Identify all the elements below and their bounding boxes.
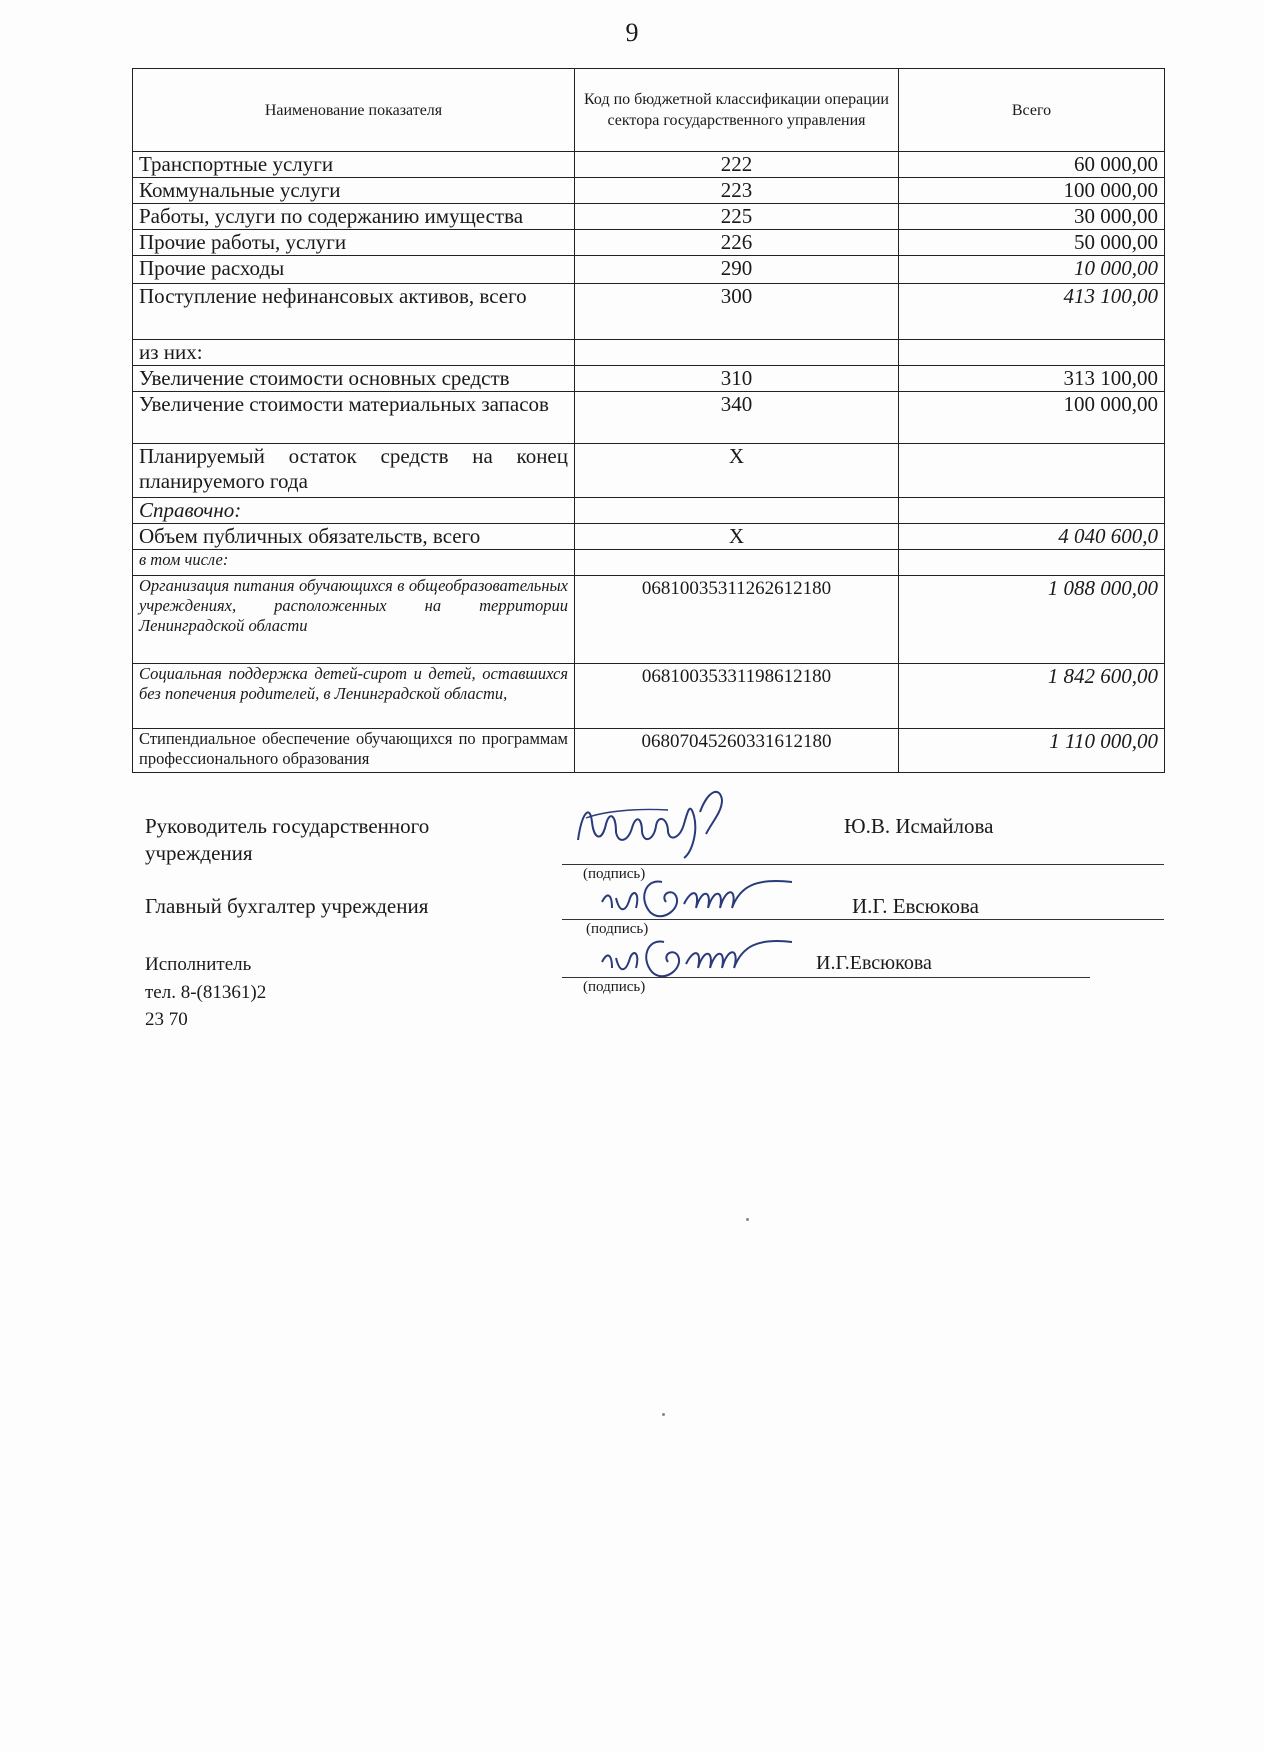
table-row: [133, 366, 1165, 392]
row-total: 1 110 000,00: [899, 729, 1165, 773]
table-row: [133, 550, 1165, 576]
row-code: 06807045260331612180: [575, 729, 899, 773]
table-row: [133, 256, 1165, 284]
page-number: 9: [625, 18, 639, 47]
row-code: 225: [575, 204, 899, 230]
row-code: [575, 498, 899, 524]
row-code: 06810035331198612180: [575, 664, 899, 729]
row-code: 06810035311262612180: [575, 576, 899, 664]
row-name: Прочие работы, услуги: [133, 230, 575, 256]
executor-signature-caption: (подпись): [583, 979, 646, 995]
table-row: [133, 392, 1165, 444]
row-total: 100 000,00: [899, 178, 1165, 204]
row-code: 226: [575, 230, 899, 256]
row-code: [575, 550, 899, 576]
table-row: [133, 729, 1165, 773]
accountant-signature-line: [562, 919, 1164, 920]
row-total: 4 040 600,0: [899, 524, 1165, 550]
row-code: 310: [575, 366, 899, 392]
scan-speck: [662, 1413, 665, 1416]
executor-phone: тел. 8-(81361)2 23 70: [145, 982, 267, 1030]
table-row: [133, 178, 1165, 204]
head-signature-icon: [572, 782, 752, 862]
accountant-name: И.Г. Евсюкова: [852, 894, 979, 918]
accountant-signature-caption: (подпись): [586, 921, 649, 937]
row-name: из них:: [133, 340, 575, 366]
row-name: Поступление нефинансовых активов, всего: [133, 284, 575, 340]
row-code: [575, 340, 899, 366]
row-code: 300: [575, 284, 899, 340]
head-name: Ю.В. Исмайлова: [844, 814, 994, 838]
row-total: [899, 444, 1165, 498]
row-code: 222: [575, 152, 899, 178]
table-row: [133, 152, 1165, 178]
header-indicator-name: Наименование показателя: [133, 69, 575, 152]
row-name: Объем публичных обязательств, всего: [133, 524, 575, 550]
executor-signature-line: [562, 977, 1090, 978]
head-label: Руководитель государственного учреждения: [145, 814, 430, 865]
row-total: 1 088 000,00: [899, 576, 1165, 664]
table-row: [133, 444, 1165, 498]
table-row: [133, 340, 1165, 366]
row-name: Коммунальные услуги: [133, 178, 575, 204]
row-name: Справочно:: [133, 498, 575, 524]
row-total: 413 100,00: [899, 284, 1165, 340]
row-total: [899, 340, 1165, 366]
accountant-label: Главный бухгалтер учреждения: [145, 894, 429, 918]
row-name: Планируемый остаток средств на конец планируемого года: [133, 444, 575, 498]
row-name: Увеличение стоимости основных средств: [133, 366, 575, 392]
row-code: 223: [575, 178, 899, 204]
row-total: 1 842 600,00: [899, 664, 1165, 729]
table-row: [133, 576, 1165, 664]
executor-signature-icon: [596, 930, 806, 986]
row-name: Транспортные услуги: [133, 152, 575, 178]
header-budget-code: Код по бюджетной классификации операции сектора государственного управления: [575, 69, 899, 152]
row-name: Прочие расходы: [133, 256, 575, 284]
row-name: Работы, услуги по содержанию имущества: [133, 204, 575, 230]
row-total: [899, 550, 1165, 576]
row-total: 10 000,00: [899, 256, 1165, 284]
row-code: X: [575, 444, 899, 498]
executor-name: И.Г.Евсюкова: [816, 952, 932, 974]
row-total: 30 000,00: [899, 204, 1165, 230]
row-name: Увеличение стоимости материальных запасов: [133, 392, 575, 444]
table-row: [133, 524, 1165, 550]
table-row: [133, 230, 1165, 256]
table-row: [133, 498, 1165, 524]
row-code: X: [575, 524, 899, 550]
row-total: 313 100,00: [899, 366, 1165, 392]
head-signature-line: [562, 864, 1164, 865]
executor-label: Исполнитель: [145, 954, 252, 975]
row-total: 50 000,00: [899, 230, 1165, 256]
row-code: 340: [575, 392, 899, 444]
accountant-signature-icon: [596, 868, 806, 928]
head-signature-caption: (подпись): [583, 866, 646, 882]
table-row: [133, 284, 1165, 340]
row-total: [899, 498, 1165, 524]
scan-speck: [746, 1218, 749, 1221]
row-total: 100 000,00: [899, 392, 1165, 444]
row-code: 290: [575, 256, 899, 284]
header-total: Всего: [899, 69, 1165, 152]
table-header-row: [133, 69, 1165, 152]
table-row: [133, 664, 1165, 729]
row-name: в том числе:: [133, 550, 575, 576]
budget-table: [132, 68, 1165, 773]
row-name: Организация питания обучающихся в общеобразовательных учреждениях, расположенных на территории Ленинградской области: [133, 576, 575, 664]
row-total: 60 000,00: [899, 152, 1165, 178]
row-name: Социальная поддержка детей-сирот и детей, оставшихся без попечения родителей, в Ленинградской области,: [133, 664, 575, 729]
row-name: Стипендиальное обеспечение обучающихся по программам профессионального образования: [133, 729, 575, 773]
table-row: [133, 204, 1165, 230]
